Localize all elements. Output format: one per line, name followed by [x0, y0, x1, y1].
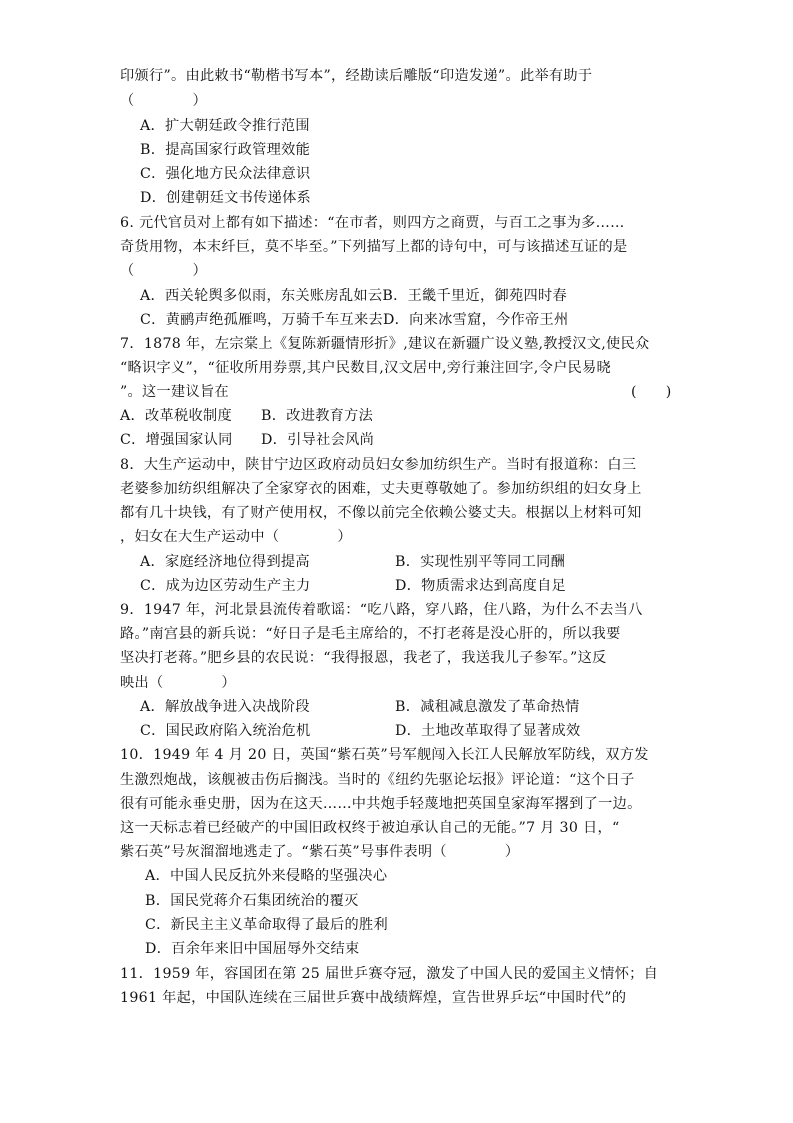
q10-option-c: C．新民主主义革命取得了最后的胜利 [145, 917, 388, 933]
q7-options-row-2 [120, 430, 520, 450]
q6-options-row-2 [140, 310, 569, 330]
q7-stem-text: ”。这一建议旨在 [120, 384, 229, 400]
q7-option-b: B．改进教育方法 [261, 408, 374, 424]
q9-options-row-2 [140, 721, 620, 741]
q9-option-b: B．减租减息激发了革命热情 [395, 699, 580, 715]
q5-answer-blank: （ ） [120, 93, 207, 109]
q10-stem-line-5: 紫石英”号灰溜溜地逃走了。“紫石英”号事件表明（ ） [120, 844, 520, 860]
q8-stem-line-3: 都有几十块钱，有了财产使用权，不像以前完全依赖公婆丈夫。根据以上材料可知 [120, 505, 642, 521]
q6-option-b: B．王畿千里近，御苑四时春 [382, 288, 567, 304]
q9-option-c: C．国民政府陷入统治危机 [140, 723, 311, 739]
q6-stem-line-2: 奇货用物，本末纤巨，莫不毕至。”下列描写上都的诗句中，可与该描述互证的是 [120, 239, 628, 255]
q8-option-c: C．成为边区劳动生产主力 [140, 578, 311, 594]
q9-stem-line-4: 映出（ ） [120, 675, 236, 691]
q10-stem-line-3: 很有可能永垂史册，因为在这天……中共炮手轻蔑地把英国皇家海军撂到了一边。 [120, 796, 642, 812]
q6-option-c: C．黄鹂声绝孤雁鸣，万骑千车互来去 [140, 312, 383, 328]
q6-option-a: A．西关轮舆多似雨，东关账房乱如云 [140, 288, 383, 304]
q10-option-d: D．百余年来旧中国屈辱外交结束 [145, 941, 360, 957]
q9-option-d: D．土地改革取得了显著成效 [395, 723, 581, 739]
q8-option-a: A．家庭经济地位得到提高 [140, 554, 310, 570]
q7-stem-line-3 [120, 382, 680, 402]
q10-stem-line-1: 10．1949 年 4 月 20 日，英国“紫石英”号军舰闯入长江人民解放军防线，双方发 [120, 747, 649, 763]
q6-stem-line-1: 6. 元代官员对上都有如下描述：“在市者，则四方之商贾，与百工之事为多…… [120, 215, 625, 231]
q7-answer-blank: ( ) [631, 384, 672, 400]
q10-stem-line-4: 这一天标志着已经破产的中国旧政权终于被迫承认自己的无能。”7 月 30 日，“ [120, 820, 620, 836]
q10-stem-line-2: 生激烈炮战，该舰被击伤后搁浅。当时的《纽约先驱论坛报》评论道：“这个日子 [120, 772, 635, 788]
q9-options-row-1 [140, 697, 620, 717]
q11-stem-line-1: 11．1959 年，容国团在第 25 届世乒赛夺冠，激发了中国人民的爱国主义情怀；自 [120, 966, 659, 982]
q8-option-d: D．物质需求达到高度自足 [395, 578, 567, 594]
q6-options-row-1 [140, 286, 567, 306]
q7-option-c: C．增强国家认同 [120, 432, 233, 448]
q8-stem-line-2: 老婆参加纺织组解决了全家穿衣的困难，丈夫更尊敬她了。参加纺织组的妇女身上 [120, 481, 642, 497]
q7-options-row-1 [120, 406, 520, 426]
q9-option-a: A．解放战争进入决战阶段 [140, 699, 310, 715]
q11-stem-line-2: 1961 年起，中国队连续在三届世乒赛中战绩辉煌，宣告世界乒坛“中国时代”的 [120, 990, 627, 1006]
q10-option-a: A．中国人民反抗外来侵略的坚强决心 [145, 868, 388, 884]
q8-stem-line-4: ，妇女在大生产运动中（ ） [120, 529, 352, 545]
q8-options-row-1 [140, 552, 620, 572]
q5-option-b: B．提高国家行政管理效能 [140, 142, 311, 158]
q6-option-d: D．向来冰雪窟，今作帝王州 [382, 312, 569, 328]
q9-stem-line-1: 9．1947 年，河北景县流传着歌谣：“吃八路，穿八路，住八路，为什么不去当八 [120, 602, 643, 618]
q5-option-c: C．强化地方民众法律意识 [140, 166, 311, 182]
q7-stem-line-1: 7．1878 年，左宗棠上《复陈新疆情形折》,建议在新疆广设义塾,教授汉文,使民众 [120, 336, 650, 352]
q5-stem-line: 印颁行”。由此敕书“勒楷书写本”，经勘读后雕版“印造发递”。此举有助于 [120, 68, 593, 84]
q10-option-b: B．国民党蒋介石集团统治的覆灭 [145, 893, 359, 909]
q8-options-row-2 [140, 576, 620, 596]
q9-stem-line-3: 坚决打老蒋。”肥乡县的农民说：“我得报恩，我老了，我送我儿子参军。”这反 [120, 650, 607, 666]
q6-answer-blank: （ ） [120, 263, 207, 279]
q7-option-a: A．改革税收制度 [120, 408, 232, 424]
q5-option-a: A．扩大朝廷政令推行范围 [140, 118, 310, 134]
q7-option-d: D．引导社会风尚 [261, 432, 375, 448]
q9-stem-line-2: 路。”南宫县的新兵说：“好日子是毛主席给的，不打老蒋是没心肝的，所以我要 [120, 626, 621, 642]
q5-option-d: D．创建朝廷文书传递体系 [140, 190, 312, 206]
q8-option-b: B．实现性别平等同工同酬 [395, 554, 566, 570]
q7-stem-line-2: “略识字义”，“征收所用券票,其户民数目,汉文居中,旁行兼注回字,令户民易晓 [120, 360, 612, 376]
q8-stem-line-1: 8．大生产运动中，陕甘宁边区政府动员妇女参加纺织生产。当时有报道称：白三 [120, 457, 637, 473]
